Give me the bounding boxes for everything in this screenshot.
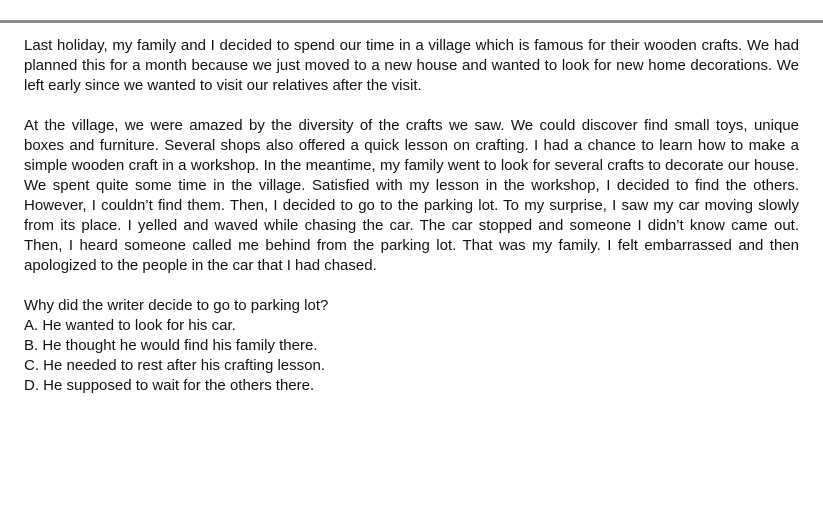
top-border-line — [0, 20, 823, 23]
question-text: Why did the writer decide to go to parking lot? — [24, 297, 329, 314]
paragraph-2: At the village, we were amazed by the diversity of the crafts we saw. We could discover find small toys, unique boxes and furniture. Several shops also offered a quick lesson on crafting. I had a chance to learn how to make a simple wooden craft in a workshop. In the meantime, my family went to look for several crafts to decorate our house. We spent quite some time in the village. Satisfied with my lesson in the workshop, I decided to find the others. However, I couldn’t find them. Then, I decided to go to the parking lot. To my surprise, I saw my car moving slowly from its place. I yelled and waved while chasing the car. The car stopped and someone I didn’t know came out. Then, I heard someone called me behind from the parking lot. That was my family. I felt embarrassed and then apologized to the people in the car that I had chased. — [24, 117, 799, 274]
answer-option-d: D. He supposed to wait for the others there. — [24, 377, 315, 394]
answer-option-c: C. He needed to rest after his crafting lesson. — [24, 357, 325, 374]
paragraph-1: Last holiday, my family and I decided to spend our time in a village which is famous for their wooden crafts. We had planned this for a month because we just moved to a new house and wanted to look for new home decorations. We left early since we wanted to visit our relatives after the visit. — [24, 37, 799, 94]
answer-option-b: B. He thought he would find his family there. — [24, 337, 318, 354]
question-block — [24, 296, 799, 396]
reading-passage — [24, 36, 799, 396]
answer-option-a: A. He wanted to look for his car. — [24, 317, 236, 334]
